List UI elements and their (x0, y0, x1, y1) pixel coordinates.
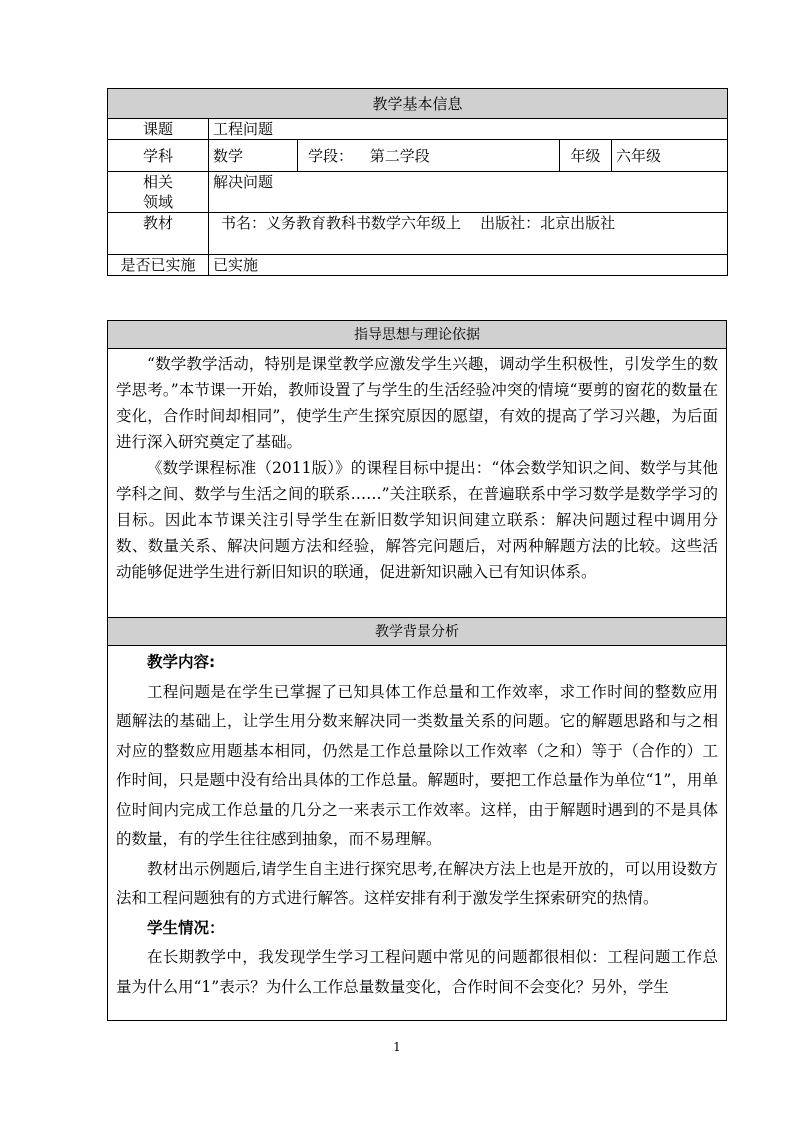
subject-value: 数学 (209, 140, 298, 172)
background-paragraph-1: 工程问题是在学生已掌握了已知具体工作总量和工作效率，求工作时间的整数应用题解法的基础上，让学生用分数来解决同一类数量关系的问题。它的解题思路和与之相对应的整数应用题基本相同，仍然是工作总量除以工作效率（之和）等于（合作的）工作时间，只是题中没有给出具体的工作总量。解题时，要把工作总量作为单位“1”，用单位时间内完成工作总量的几分之一来表示工作效率。这样，由于解题时遇到的不是具体的数量，有的学生往往感到抽象，而不易理解。 (116, 682, 718, 848)
stage-label: 学段： (308, 146, 354, 165)
textbook-label: 教材 (108, 213, 209, 255)
topic-value: 工程问题 (209, 119, 728, 140)
grade-value: 六年级 (612, 140, 728, 172)
background-header: 教学背景分析 (108, 618, 727, 646)
implemented-value: 已实施 (209, 255, 728, 276)
implemented-label: 是否已实施 (108, 255, 209, 276)
background-paragraph-2: 教材出示例题后,请学生自主进行探究思考,在解决方法上也是开放的，可以用设数方法和工程问题独有的方式进行解答。这样安排有利于激发学生探索研究的热情。 (116, 859, 718, 907)
page-number: 1 (393, 1040, 401, 1054)
field-value: 解决问题 (209, 172, 728, 213)
subject-label: 学科 (108, 140, 209, 172)
basic-info-header: 教学基本信息 (108, 89, 728, 119)
background-paragraph-3: 在长期教学中，我发现学生学习工程问题中常见的问题都很相似：工程问题工作总量为什么用“1”表示？为什么工作总量数量变化，合作时间不会变化？另外，学生 (116, 948, 718, 996)
guide-paragraph-2: 《数学课程标准（2011版）》的课程目标中提出：“体会数学知识之间、数学与其他学科之间、数学与生活之间的联系……”关注联系，在普遍联系中学习数学是数学学习的目标。因此本节课关注引导学生在新旧数学知识间建立联系：解决问题过程中调用分数、数量关系、解决问题方法和经验，解答完问题后，对两种解题方法的比较。这些活动能够促进学生进行新旧知识的联通，促进新知识融入已有知识体系。 (116, 459, 718, 581)
background-table (107, 617, 727, 1021)
background-content (108, 646, 727, 1021)
content-title: 教学内容: (147, 653, 216, 671)
student-title: 学生情况： (147, 918, 225, 937)
field-label (108, 172, 209, 213)
stage-cell (298, 140, 560, 172)
field-label-line-1: 相关 (142, 173, 173, 191)
stage-value: 第二学段 (369, 146, 430, 165)
grade-label: 年级 (560, 140, 612, 172)
guide-table (107, 320, 727, 618)
textbook-value: 书名：义务教育教科书数学六年级上 出版社：北京出版社 (209, 213, 728, 255)
basic-info-table (107, 88, 728, 276)
topic-label: 课题 (108, 119, 209, 140)
guide-content (108, 349, 727, 618)
guide-paragraph-1: “数学教学活动，特别是课堂教学应激发学生兴趣，调动学生积极性，引发学生的数学思考。”本节课一开始，教师设置了与学生的生活经验冲突的情境“要剪的窗花的数量在变化，合作时间却相同”，使学生产生探究原因的愿望，有效的提高了学习兴趣，为后面进行深入研究奠定了基础。 (116, 355, 718, 451)
field-label-line-2: 领域 (142, 193, 173, 211)
guide-header: 指导思想与理论依据 (108, 321, 727, 349)
